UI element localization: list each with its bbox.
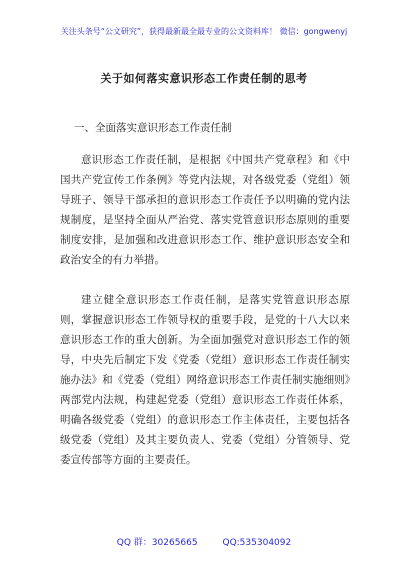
document-title: 关于如何落实意识形态工作责任制的思考 [100,72,308,85]
footer-qq: QQ:535304092 [222,538,292,548]
paragraph-2: 建立健全意识形态工作责任制，是落实党管意识形态原则，掌握意识形态工作领导权的重要手段，是党的十八大以来意识形态工作的重大创新。为全面加强党对意识形态工作的领导，中央先后制定下发《党委（党组）意识形态工作责任制实施办法》和《党委（党组）网络意识形态工作责任制实施细则》两部党内法规，构建起党委（党组）意识形态工作责任体系，明确各级党委（党组）的意识形态工作主体责任，主要包括各级党委（党组）及其主要负责人、党委（党组）分管领导、党委宣传部等方面的主要责任。 [60,294,350,466]
section-heading: 一、全面落实意识形态工作责任制 [74,122,232,134]
footer-qq-group: QQ 群：30265665 [116,538,198,548]
paragraph-1: 意识形态工作责任制，是根据《中国共产党章程》和《中国共产党宣传工作条例》等党内法规，对各级党委（党组）领导班子、领导干部承担的意识形态工作责任予以明确的党内法规制度，是坚持全面从严治党、落实党管意识形态原则的重要制度安排，是加强和改进意识形态工作、维护意识形态安全和政治安全的有力举措。 [60,154,350,266]
footer-contact [0,535,408,548]
header-note: 关注头条号“公文研究”，获得最新最全最专业的公文资料库！ 微信：gongwenyj [60,27,348,36]
